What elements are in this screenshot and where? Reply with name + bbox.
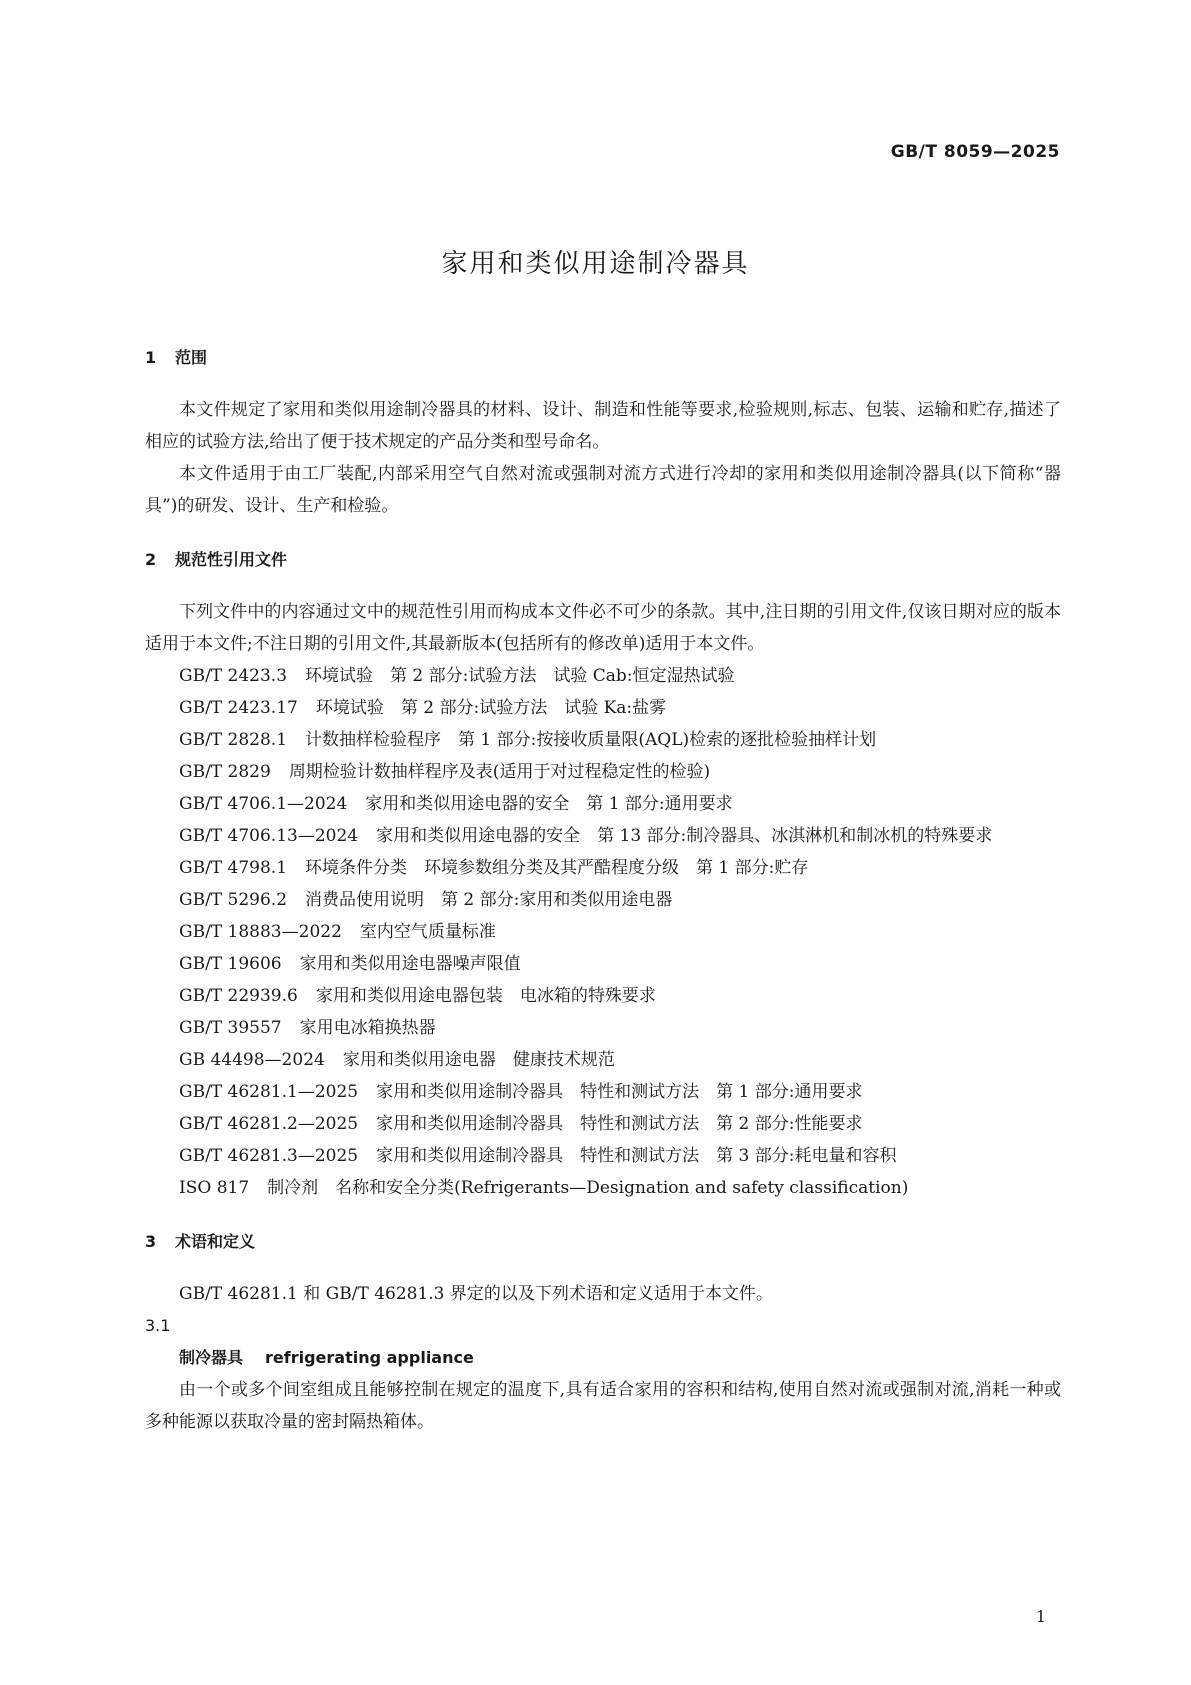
reference-entry [145, 1076, 1061, 1108]
reference-entry [145, 1044, 1061, 1076]
reference-code: GB/T 46281.3—2025 [179, 1146, 359, 1166]
reference-code: GB/T 19606 [179, 954, 282, 974]
reference-code: GB/T 18883—2022 [179, 922, 342, 942]
reference-code: GB/T 5296.2 [179, 890, 288, 910]
reference-code: GB 44498—2024 [179, 1050, 325, 1070]
reference-title: 家用和类似用途制冷器具 特性和测试方法 第 3 部分:耗电量和容积 [376, 1146, 897, 1166]
reference-entry [145, 820, 1061, 852]
terms-intro: GB/T 46281.1 和 GB/T 46281.3 界定的以及下列术语和定义适用于本文件。 [179, 1284, 773, 1304]
reference-entry [145, 852, 1061, 884]
term-definition: 由一个或多个间室组成且能够控制在规定的温度下,具有适合家用的容积和结构,使用自然对流或强制对流,消耗一种或多种能源以获取冷量的密封隔热箱体。 [145, 1380, 1061, 1432]
reference-entry [145, 724, 1061, 756]
reference-title: 环境试验 第 2 部分:试验方法 试验 Cab:恒定湿热试验 [305, 666, 735, 686]
reference-entry [145, 1140, 1061, 1172]
reference-code: GB/T 46281.2—2025 [179, 1114, 359, 1134]
reference-code: GB/T 22939.6 [179, 986, 298, 1006]
reference-code: GB/T 2423.17 [179, 698, 298, 718]
reference-title: 家用和类似用途电器的安全 第 1 部分:通用要求 [365, 794, 733, 814]
reference-entry [145, 916, 1061, 948]
reference-code: GB/T 4706.13—2024 [179, 826, 359, 846]
section-number: 1 [145, 348, 157, 367]
term-english: refrigerating appliance [265, 1348, 474, 1367]
reference-title: 家用和类似用途制冷器具 特性和测试方法 第 2 部分:性能要求 [376, 1114, 863, 1134]
reference-entry [145, 884, 1061, 916]
section-1-heading [145, 346, 1061, 370]
document-title: 家用和类似用途制冷器具 [441, 249, 750, 279]
section-title: 范围 [175, 348, 208, 367]
reference-entry [145, 1108, 1061, 1140]
section-title: 术语和定义 [175, 1232, 256, 1251]
section-number: 3 [145, 1232, 157, 1251]
scope-paragraph: 本文件规定了家用和类似用途制冷器具的材料、设计、制造和性能等要求,检验规则,标志、包装、运输和贮存,描述了相应的试验方法,给出了便于技术规定的产品分类和型号命名。 [145, 400, 1061, 452]
reference-code: GB/T 2423.3 [179, 666, 288, 686]
section-number: 2 [145, 550, 157, 569]
standard-code: GB/T 8059—2025 [890, 142, 1060, 162]
reference-title: 环境条件分类 环境参数组分类及其严酷程度分级 第 1 部分:贮存 [305, 858, 809, 878]
reference-title: 消费品使用说明 第 2 部分:家用和类似用途电器 [305, 890, 673, 910]
reference-title: 家用和类似用途制冷器具 特性和测试方法 第 1 部分:通用要求 [376, 1082, 863, 1102]
reference-entry [145, 756, 1061, 788]
reference-code: GB/T 2829 [179, 762, 271, 782]
reference-code: ISO 817 [179, 1178, 250, 1198]
reference-title: 家用和类似用途电器 健康技术规范 [342, 1050, 615, 1070]
reference-title: 制冷剂 名称和安全分类(Refrigerants—Designation and safety classification) [267, 1178, 909, 1198]
reference-entry [145, 1172, 1061, 1204]
term-entry [145, 1342, 1061, 1374]
reference-title: 环境试验 第 2 部分:试验方法 试验 Ka:盐雾 [315, 698, 667, 718]
page-number: 1 [1035, 1607, 1046, 1626]
clause-number: 3.1 [145, 1316, 171, 1335]
reference-title: 家用和类似用途电器噪声限值 [299, 954, 521, 974]
reference-code: GB/T 46281.1—2025 [179, 1082, 359, 1102]
reference-title: 家用和类似用途电器包装 电冰箱的特殊要求 [315, 986, 656, 1006]
reference-title: 家用和类似用途电器的安全 第 13 部分:制冷器具、冰淇淋机和制冰机的特殊要求 [376, 826, 993, 846]
section-3-heading [145, 1230, 1061, 1254]
section-title: 规范性引用文件 [175, 550, 288, 569]
reference-code: GB/T 39557 [179, 1018, 282, 1038]
reference-entry [145, 788, 1061, 820]
reference-title: 周期检验计数抽样程序及表(适用于对过程稳定性的检验) [288, 762, 711, 782]
reference-code: GB/T 4798.1 [179, 858, 288, 878]
reference-entry [145, 948, 1061, 980]
reference-entry [145, 1012, 1061, 1044]
reference-entry [145, 660, 1061, 692]
reference-entry [145, 692, 1061, 724]
reference-title: 室内空气质量标准 [359, 922, 496, 942]
reference-code: GB/T 2828.1 [179, 730, 288, 750]
term-chinese: 制冷器具 [179, 1348, 244, 1367]
reference-entry [145, 980, 1061, 1012]
applicability-paragraph: 本文件适用于由工厂装配,内部采用空气自然对流或强制对流方式进行冷却的家用和类似用途制冷器具(以下简称“器具”)的研发、设计、生产和检验。 [145, 464, 1061, 516]
section-2-heading [145, 548, 1061, 572]
document-body [145, 346, 1061, 1438]
reference-title: 计数抽样检验程序 第 1 部分:按接收质量限(AQL)检索的逐批检验抽样计划 [305, 730, 877, 750]
reference-code: GB/T 4706.1—2024 [179, 794, 348, 814]
normative-references-intro: 下列文件中的内容通过文中的规范性引用而构成本文件必不可少的条款。其中,注日期的引用文件,仅该日期对应的版本适用于本文件;不注日期的引用文件,其最新版本(包括所有的修改单)适用于本文件。 [145, 602, 1061, 654]
reference-title: 家用电冰箱换热器 [299, 1018, 436, 1038]
